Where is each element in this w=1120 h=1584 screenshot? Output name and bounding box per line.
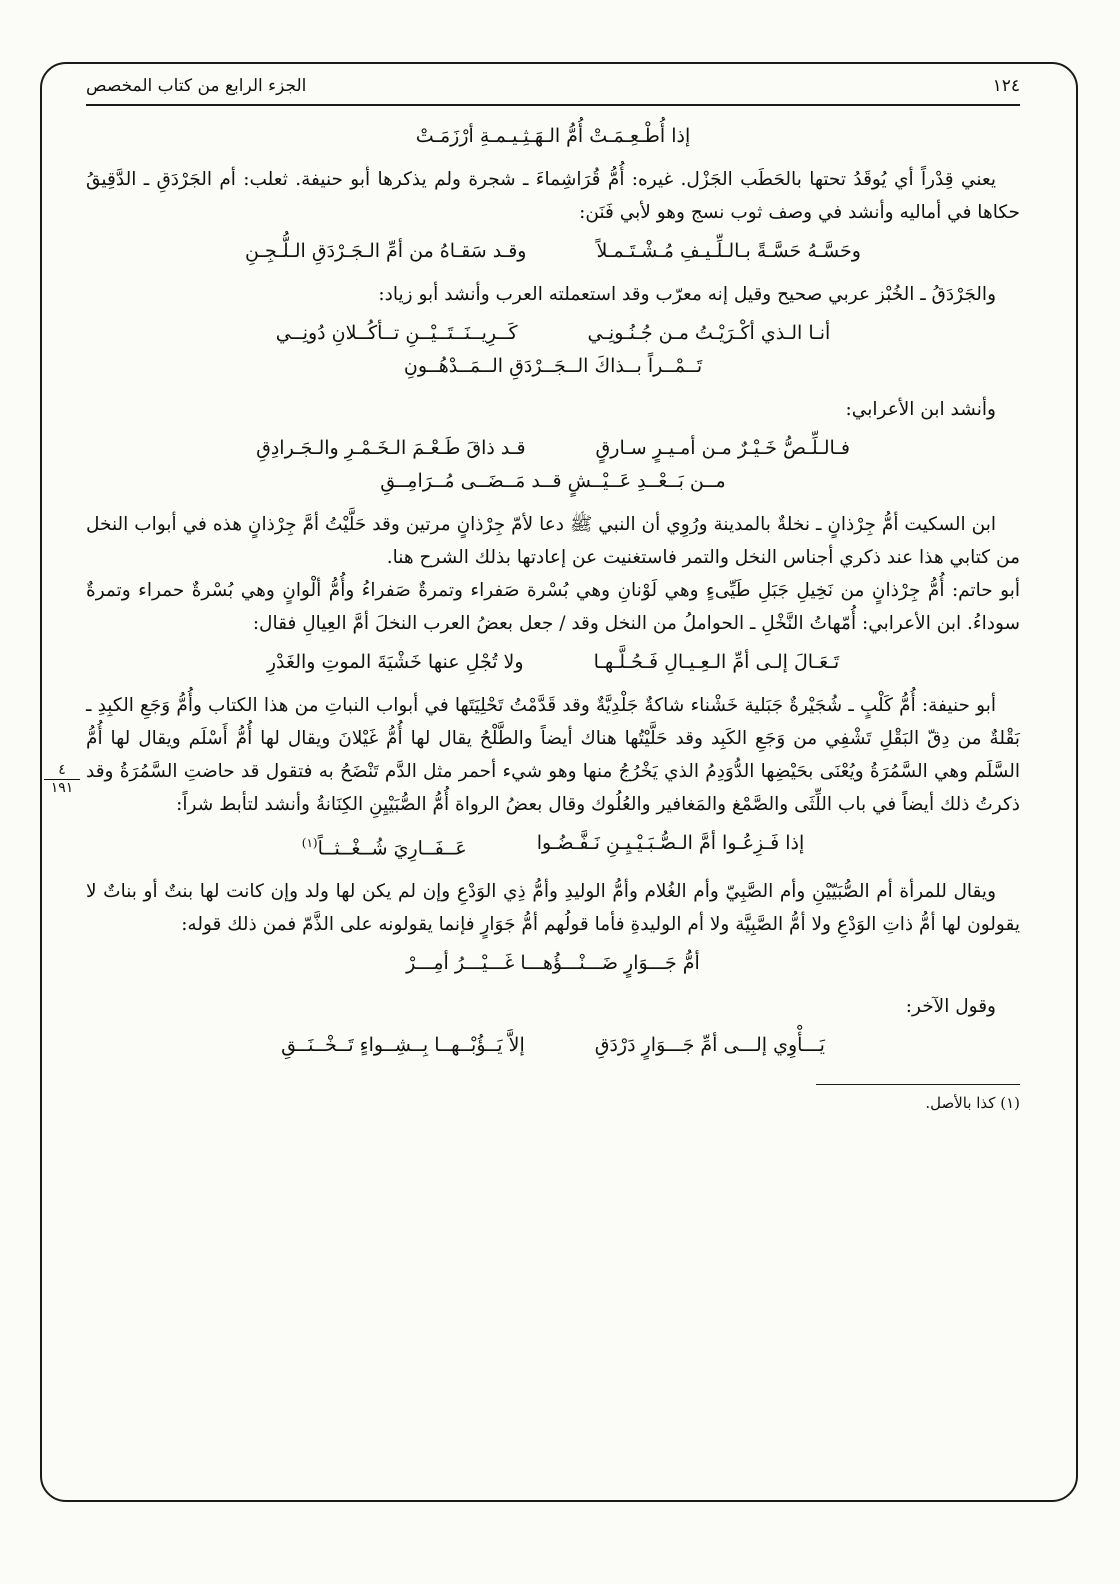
book-title: الجزء الرابع من كتاب المخصص xyxy=(86,75,307,96)
footnote-separator xyxy=(816,1084,1020,1085)
verse-couplet xyxy=(86,235,1020,268)
paragraph: والجَرْدَقُ ـ الخُبْز عربي صحيح وقيل إنه معرّب وقد استعملته العرب وأنشد أبو زياد: xyxy=(378,284,996,305)
footnote: (١) كذا بالأصل. xyxy=(925,1094,1020,1113)
verse-couplet xyxy=(86,1029,1020,1062)
footnote-marker: (١) xyxy=(301,836,318,850)
verse-block xyxy=(86,317,1020,383)
paragraph: أبو حنيفة: أُمُّ كَلْبٍ ـ شُجَيْرةٌ جَبَلية خَشْناء شاكةٌ جَلْدِيَّةٌ وقد قَدَّمْتُ تَحْلِيَتَها في أبواب النباتِ من هذا الكتاب وأُمُّ وَجَعِ الكبِدِ ـ بَقْلةٌ من دِقّ البَقْلِ تَشْفِي من وَجَعِ الكَبِد وقد حَلَّيْتُها هناك أيضاً والطَّلْحُ يقال لها أُمُّ غَيْلانَ ويقال لها أُمُّ أَسْلَم ويقال لها أُمُّ السَّلَم وهي السَّمُرَةُ ويُعْنَى بحَيْضِها الدُّوَدِمُ الذي يَخْرُجُ منها وهو شيء أحمر مثل الدَّم تَنْضَحُ به فتقول قد حاضتِ السَّمُرَةُ وقد ذكرتُ ذلك أيضاً في باب اللِّثَى والصَّمْغ والمَغافير والعُلُوك وقال بعضُ الرواة أُمُّ الصُّبَيْيِنِ الكِنَانةُ وأنشد لتأبط شراً: xyxy=(86,695,1020,815)
page-content xyxy=(86,68,1020,1488)
paragraph: يعني قِدْراً أي يُوقَدُ تحتها بالحَطَب الجَزْل. غيره: أُمُّ قُرَاشِماءَ ـ شجرة ولم يذكرها أبو حنيفة. ثعلب: أم الجَرْدَقِ ـ الدَّقِيقُ حكاها في أماليه وأنشد في وصف ثوب نسج وهو لأبي فَنَن: xyxy=(86,169,1020,223)
verse-hemistich-second xyxy=(302,827,467,865)
verse-couplet xyxy=(86,827,1020,865)
verse-hemistich-second: قـد ذاقَ طَـعْـمَ الـخَـمْـرِ والـجَـرادِقِ xyxy=(256,437,526,459)
margin-note-bottom: ١٩١ xyxy=(50,780,74,796)
verse-couplet xyxy=(86,646,1020,679)
verse-hemistich-second: إلاَّ يَــؤُبْــهــا بِــشِــواءٍ تَــخْــنَــقِ xyxy=(281,1034,525,1057)
paragraph: وقول الآخر: xyxy=(905,996,996,1018)
margin-note-top: ٤ xyxy=(44,762,80,780)
page-number: ١٢٤ xyxy=(992,75,1020,96)
verse-hemistich-first: أنـا الـذي أكْـرَيْـتُ مـن جُـنُـونِـي xyxy=(587,322,831,344)
paragraph: أبو حاتم: أُمُّ جِرْذانٍ من نَخِيلِ جَبَلِ طَيِّىءٍ وهي لَوْنانِ وهي بُسْرة صَفراء وتمرةٌ صَفراءُ وأُمُّ ألْوانٍ وهي بُسْرةٌ حمراء وتمرةٌ سوداءُ. ابن الأعرابي: أُمّهاتُ النَّخْلِ ـ الحواملُ من النخل وقد / جعل بعضُ العرب النخلَ أمَّ العِيالِ فقال: xyxy=(86,580,1020,634)
verse-line: مــن بَــعْــدِ عَــيْــشٍ قــد مَــضَــى مُــرَامِــقِ xyxy=(380,470,726,492)
verse-hemistich-first: يَـــأْوِي إلـــى أمِّ جَـــوَارٍ دَرْدَقِ xyxy=(594,1034,825,1057)
verse-hemistich-first: إذا فَـزِعُـوا أمَّ الـصُّـبَـيْـيِـنِ نَـفَّـضُـوا xyxy=(536,832,805,854)
verse-line: أمُّ جَـــوَارٍ ضَـــنْـــؤُهـــا غَـــيْـــرُ أمِـــرْ xyxy=(406,952,700,975)
verse-hemistich-first: تَـعَـالَ إلـى أمِّ الـعِـيـالِ فَـحُـلَّـهـا xyxy=(593,651,840,673)
verse-hemistich-first: فـالـلِّـصُّ خَـيْـرٌ مـن أمـيـرٍ سـارقٍ xyxy=(595,437,850,459)
verse-block xyxy=(86,432,1020,498)
verse-hemistich-second: ولا تُجْلِ عنها خَشْيَةَ الموتِ والغَدْرِ xyxy=(266,651,524,673)
verse-hemistich-second: وقـد سَقـاهُ من أمِّ الـجَـرْدَقِ الـلُّـجِـنِ xyxy=(245,240,527,262)
running-header xyxy=(86,68,1020,106)
verse-line: تَــمْــراً بــذاكَ الــجَــرْدَقِ الــمَــدْهُــونِ xyxy=(403,355,703,377)
verse-hemistich-first: وحَسَّـهُ حَسَّـةً بـالـلِّـيـفِ مُـشْـتَـمـلاً xyxy=(596,240,861,262)
paragraph: وأنشد ابن الأعرابي: xyxy=(845,399,996,420)
margin-folio-note xyxy=(44,762,80,796)
verse-hemistich-second: كَــرِيــنَــتَــيْــنِ تــأكُــلانِ دُونِــي xyxy=(275,322,518,344)
verse-line: إذا أُطْـعِـمَـتْ أُمُّ الـهَـثِـيـمـةِ أرْزَمَـتْ xyxy=(415,125,691,147)
paragraph: ابن السكيت أمُّ جِرْذانٍ ـ نخلةٌ بالمدينة ورُوِي أن النبي ﷺ دعا لأمّ جِرْذانٍ مرتين وقد حَلَّيْتُ أمَّ جِرْذانٍ هذه في أبواب النخل من كتابي هذا عند ذكري أجناس النخل والتمر فاستغنيت عن إعادتها بذلك الشرح هنا. xyxy=(86,514,1020,568)
paragraph: ويقال للمرأة أم الصُّبَيّيْنِ وأم الصَّبِيّ وأم الغُلام وأمُّ الوليدِ وأمُّ ذِي الوَدْعِ وإن لم يكن لها ولد وإن كانت لها بنتٌ أو بناتٌ لا يقولون لها أمُّ ذاتِ الوَدْعِ ولا أمُّ الصَّبِيَّة ولا أم الوليدةِ فأما قولُهم أمُّ جَوَارٍ فإنما يقولونه على الذَّمّ فمن ذلك قوله: xyxy=(86,881,1020,936)
verse-text: عَــفَــارِيَ شُــغْــثــاً xyxy=(317,837,467,860)
